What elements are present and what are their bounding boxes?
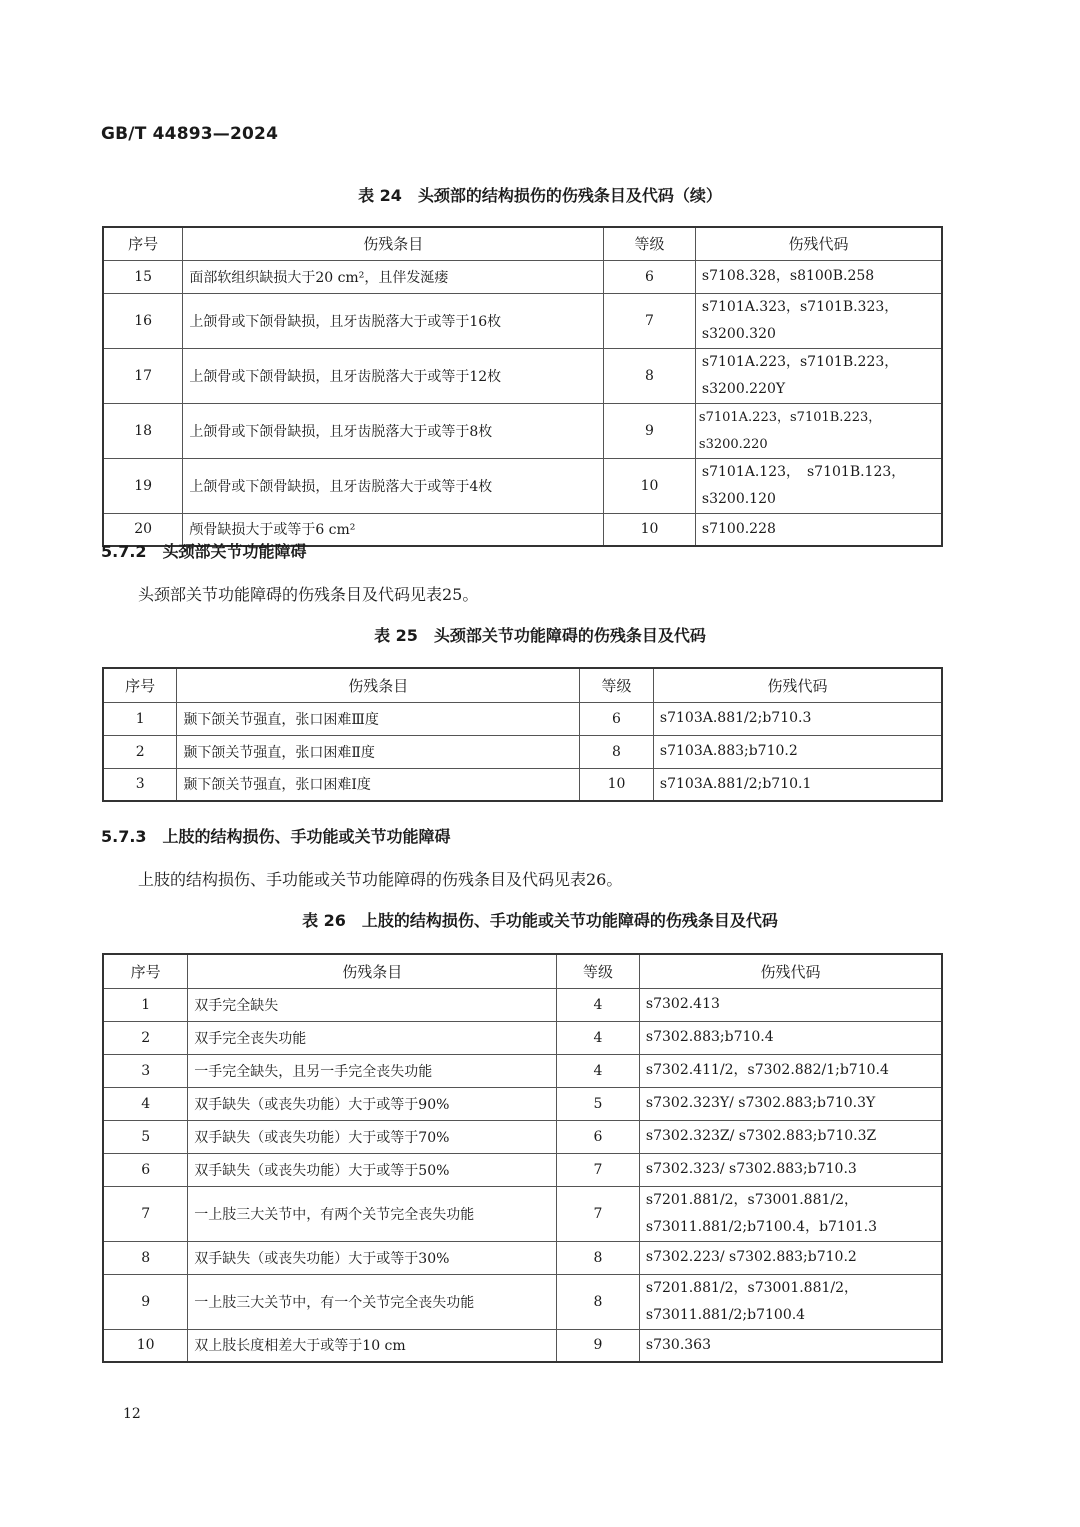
column-header-item: 伤残条目: [188, 954, 557, 988]
row-grade: 7: [604, 293, 696, 348]
table-24: [102, 226, 943, 547]
row-item: 双上肢长度相差大于或等于10 cm: [188, 1329, 557, 1362]
row-grade: 8: [557, 1274, 640, 1329]
row-code: s7101A.223，s7101B.223，s3200.220Y: [695, 348, 942, 403]
row-number: 3: [103, 768, 177, 801]
row-grade: 4: [557, 1054, 640, 1087]
row-number: 16: [103, 293, 183, 348]
row-grade: 4: [557, 988, 640, 1021]
table-row: [103, 348, 942, 403]
row-number: 8: [103, 1241, 188, 1274]
row-item: 双手缺失（或丧失功能）大于或等于30%: [188, 1241, 557, 1274]
row-number: 2: [103, 735, 177, 768]
row-number: 20: [103, 513, 183, 546]
row-number: 5: [103, 1120, 188, 1153]
table-row: [103, 1241, 942, 1274]
row-item: 面部软组织缺损大于20 cm²，且伴发涎瘘: [183, 260, 604, 293]
table-row: [103, 1054, 942, 1087]
table-24-caption: 表 24 头颈部的结构损伤的伤残条目及代码（续）: [358, 186, 722, 205]
row-item: 一上肢三大关节中，有一个关节完全丧失功能: [188, 1274, 557, 1329]
row-code: s7101A.123， s7101B.123，s3200.120: [695, 458, 942, 513]
table-row: [103, 768, 942, 801]
row-code: s7103A.881/2;b710.3: [653, 702, 942, 735]
table-row: [103, 1120, 942, 1153]
column-header-code: 伤残代码: [653, 668, 942, 702]
row-item: 颞下颌关节强直，张口困难Ⅰ度: [177, 768, 580, 801]
row-item: 上颌骨或下颌骨缺损，且牙齿脱落大于或等于12枚: [183, 348, 604, 403]
column-header-number: 序号: [103, 227, 183, 260]
table-26-caption: 表 26 上肢的结构损伤、手功能或关节功能障碍的伤残条目及代码: [302, 911, 778, 930]
table-row: [103, 1329, 942, 1362]
row-number: 6: [103, 1153, 188, 1186]
row-grade: 6: [557, 1120, 640, 1153]
row-code: s7302.323/ s7302.883;b710.3: [639, 1153, 942, 1186]
table-26: [102, 953, 943, 1363]
row-item: 上颌骨或下颌骨缺损，且牙齿脱落大于或等于4枚: [183, 458, 604, 513]
row-grade: 8: [580, 735, 654, 768]
row-grade: 6: [604, 260, 696, 293]
section-5-7-2-text: 头颈部关节功能障碍的伤残条目及代码见表25。: [138, 585, 479, 604]
column-header-number: 序号: [103, 668, 177, 702]
row-code: s7101A.223，s7101B.223，s3200.220: [695, 403, 942, 458]
row-code: s7103A.883;b710.2: [653, 735, 942, 768]
row-item: 颞下颌关节强直，张口困难Ⅱ度: [177, 735, 580, 768]
page-number: 12: [123, 1406, 141, 1422]
table-row: [103, 1186, 942, 1241]
row-grade: 5: [557, 1087, 640, 1120]
row-number: 4: [103, 1087, 188, 1120]
table-25: [102, 667, 943, 802]
section-5-7-3-text: 上肢的结构损伤、手功能或关节功能障碍的伤残条目及代码见表26。: [138, 870, 623, 889]
column-header-grade: 等级: [580, 668, 654, 702]
table-25-caption: 表 25 头颈部关节功能障碍的伤残条目及代码: [374, 626, 706, 645]
column-header-grade: 等级: [557, 954, 640, 988]
row-item: 上颌骨或下颌骨缺损，且牙齿脱落大于或等于8枚: [183, 403, 604, 458]
row-number: 10: [103, 1329, 188, 1362]
row-grade: 7: [557, 1186, 640, 1241]
column-header-code: 伤残代码: [639, 954, 942, 988]
row-item: 颅骨缺损大于或等于6 cm²: [183, 513, 604, 546]
row-code: s7302.323Y/ s7302.883;b710.3Y: [639, 1087, 942, 1120]
row-item: 颞下颌关节强直，张口困难Ⅲ度: [177, 702, 580, 735]
column-header-code: 伤残代码: [695, 227, 942, 260]
column-header-item: 伤残条目: [177, 668, 580, 702]
row-code: s7108.328，s8100B.258: [695, 260, 942, 293]
row-code: s7201.881/2，s73001.881/2，s73011.881/2;b7100.4: [639, 1274, 942, 1329]
row-code: s7103A.881/2;b710.1: [653, 768, 942, 801]
row-item: 一手完全缺失，且另一手完全丧失功能: [188, 1054, 557, 1087]
row-grade: 10: [604, 513, 696, 546]
row-item: 双手完全缺失: [188, 988, 557, 1021]
table-row: [103, 403, 942, 458]
table-row: [103, 735, 942, 768]
row-number: 1: [103, 702, 177, 735]
column-header-grade: 等级: [604, 227, 696, 260]
row-code: s730.363: [639, 1329, 942, 1362]
row-item: 上颌骨或下颌骨缺损，且牙齿脱落大于或等于16枚: [183, 293, 604, 348]
row-item: 双手完全丧失功能: [188, 1021, 557, 1054]
section-heading-5-7-3: 5.7.3 上肢的结构损伤、手功能或关节功能障碍: [101, 827, 451, 846]
row-code: s7302.413: [639, 988, 942, 1021]
row-number: 9: [103, 1274, 188, 1329]
column-header-item: 伤残条目: [183, 227, 604, 260]
row-grade: 8: [557, 1241, 640, 1274]
row-number: 18: [103, 403, 183, 458]
standard-code: GB/T 44893—2024: [101, 124, 279, 144]
table-row: [103, 1087, 942, 1120]
row-item: 双手缺失（或丧失功能）大于或等于70%: [188, 1120, 557, 1153]
row-code: s7201.881/2，s73001.881/2，s73011.881/2;b7100.4，b7101.3: [639, 1186, 942, 1241]
row-grade: 9: [604, 403, 696, 458]
row-grade: 6: [580, 702, 654, 735]
table-row: [103, 1274, 942, 1329]
table-row: [103, 260, 942, 293]
row-code: s7302.323Z/ s7302.883;b710.3Z: [639, 1120, 942, 1153]
row-code: s7302.883;b710.4: [639, 1021, 942, 1054]
row-number: 2: [103, 1021, 188, 1054]
row-grade: 8: [604, 348, 696, 403]
table-row: [103, 458, 942, 513]
row-item: 一上肢三大关节中，有两个关节完全丧失功能: [188, 1186, 557, 1241]
row-grade: 7: [557, 1153, 640, 1186]
table-row: [103, 293, 942, 348]
table-row: [103, 1021, 942, 1054]
table-row: [103, 988, 942, 1021]
row-item: 双手缺失（或丧失功能）大于或等于90%: [188, 1087, 557, 1120]
row-number: 17: [103, 348, 183, 403]
row-code: s7302.411/2，s7302.882/1;b710.4: [639, 1054, 942, 1087]
table-row: [103, 702, 942, 735]
row-code: s7100.228: [695, 513, 942, 546]
row-number: 3: [103, 1054, 188, 1087]
row-number: 1: [103, 988, 188, 1021]
column-header-number: 序号: [103, 954, 188, 988]
row-grade: 9: [557, 1329, 640, 1362]
row-number: 15: [103, 260, 183, 293]
row-grade: 10: [580, 768, 654, 801]
row-item: 双手缺失（或丧失功能）大于或等于50%: [188, 1153, 557, 1186]
table-row: [103, 1153, 942, 1186]
row-code: s7302.223/ s7302.883;b710.2: [639, 1241, 942, 1274]
row-code: s7101A.323，s7101B.323，s3200.320: [695, 293, 942, 348]
row-number: 19: [103, 458, 183, 513]
section-heading-5-7-2: 5.7.2 头颈部关节功能障碍: [101, 542, 307, 561]
row-grade: 4: [557, 1021, 640, 1054]
row-number: 7: [103, 1186, 188, 1241]
row-grade: 10: [604, 458, 696, 513]
